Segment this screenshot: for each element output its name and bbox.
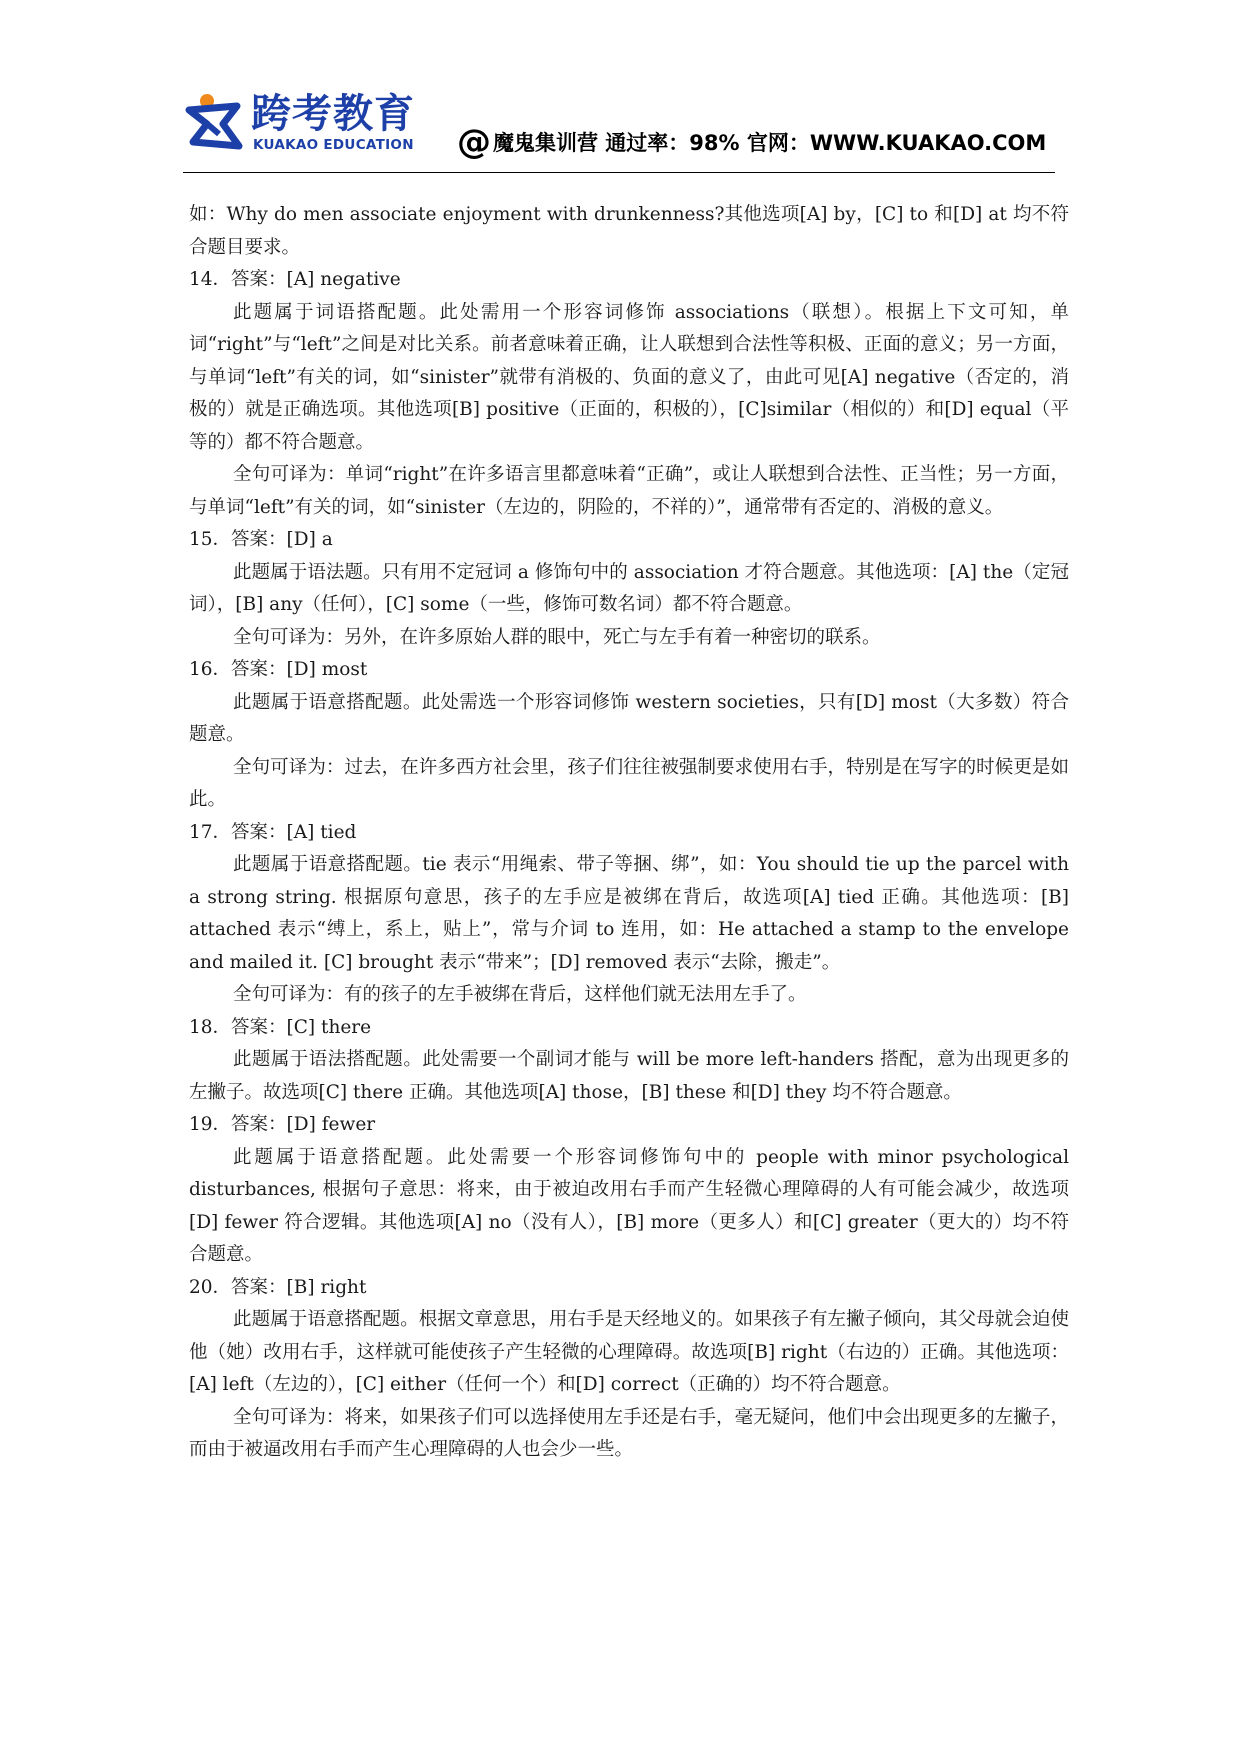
paragraph: 16．答案：[D] most (189, 659, 368, 680)
paragraph: 18．答案：[C] there (189, 1016, 372, 1038)
paragraph: 全句可译为：将来，如果孩子们可以选择使用左手还是右手，毫无疑问，他们中会出现更多的左撇子，而由于被逼改用右手而产生心理障碍的人也会少一些。 (189, 1406, 1069, 1460)
header-divider (183, 172, 1055, 173)
logo-english-text: KUAKAO EDUCATION (253, 137, 414, 153)
answer-explanations (189, 199, 1069, 1467)
paragraph: 此题属于语意搭配题。tie 表示“用绳索、带子等捆、绑”，如：You should tie up the parcel with a strong string. 根据原句意思，孩子的左手应是被绑在背后，故选项[A] tied 正确。其他选项：[B] attached 表示“缚上，系上，贴上”，常与介词 to 连用，如：He attached a stamp to the envelope and mailed it. [C] brought 表示“带来”；[D] removed 表示“去除，搬走”。 (189, 854, 1069, 973)
logo-mark-icon (185, 92, 247, 152)
paragraph: 全句可译为：有的孩子的左手被绑在背后，这样他们就无法用左手了。 (233, 984, 807, 1005)
paragraph: 此题属于语意搭配题。此处需选一个形容词修饰 western societies，只有[D] most（大多数）符合题意。 (189, 691, 1069, 745)
page-header (185, 82, 1055, 174)
paragraph: 如：Why do men associate enjoyment with drunkenness?其他选项[A] by，[C] to 和[D] at 均不符合题目要求。 (189, 204, 1069, 258)
header-slogan (457, 122, 1046, 162)
paragraph: 此题属于语法搭配题。此处需要一个副词才能与 will be more left-handers 搭配，意为出现更多的左撇子。故选项[C] there 正确。其他选项[A] those，[B] these 和[D] they 均不符合题意。 (189, 1049, 1069, 1103)
paragraph: 17．答案：[A] tied (189, 821, 357, 843)
at-symbol: @ (457, 122, 491, 162)
paragraph: 此题属于语意搭配题。此处需要一个形容词修饰句中的 people with minor psychological disturbances, 根据句子意思：将来，由于被迫改用右手而产生轻微心理障碍的人有可能会减少，故选项[D] fewer 符合逻辑。其他选项[A] no（没有人），[B] more（更多人）和[C] greater（更大的）均不符合题意。 (189, 1146, 1069, 1265)
paragraph: 14．答案：[A] negative (189, 269, 401, 290)
paragraph: 20．答案：[B] right (189, 1276, 367, 1298)
paragraph: 全句可译为：过去，在许多西方社会里，孩子们往往被强制要求使用右手，特别是在写字的时候更是如此。 (189, 756, 1069, 810)
kuakao-logo (185, 90, 445, 160)
paragraph: 15．答案：[D] a (189, 529, 333, 550)
slogan-text: 魔鬼集训营 通过率：98% 官网：WWW.KUAKAO.COM (493, 131, 1047, 155)
paragraph: 此题属于语法题。只有用不定冠词 a 修饰句中的 association 才符合题意。其他选项：[A] the（定冠词），[B] any（任何），[C] some（一些，修饰可数名词）都不符合题意。 (189, 561, 1069, 615)
paragraph: 19．答案：[D] fewer (189, 1114, 376, 1135)
paragraph: 此题属于语意搭配题。根据文章意思，用右手是天经地义的。如果孩子有左撇子倾向，其父母就会迫使他（她）改用右手，这样就可能使孩子产生轻微的心理障碍。故选项[B] right（右边的）正确。其他选项：[A] left（左边的），[C] either（任何一个）和[D] correct（正确的）均不符合题意。 (189, 1309, 1069, 1395)
paragraph: 全句可译为：另外，在许多原始人群的眼中，死亡与左手有着一种密切的联系。 (233, 626, 881, 648)
logo-chinese-text: 跨考教育 (251, 91, 415, 137)
paragraph: 全句可译为：单词“right”在许多语言里都意味着“正确”，或让人联想到合法性、正当性；另一方面，与单词“left”有关的词，如“sinister（左边的，阴险的，不祥的）”，通常带有否定的、消极的意义。 (189, 464, 1069, 518)
paragraph: 此题属于词语搭配题。此处需用一个形容词修饰 associations（联想）。根据上下文可知，单词“right”与“left”之间是对比关系。前者意味着正确，让人联想到合法性等积极、正面的意义；另一方面，与单词“left”有关的词，如“sinister”就带有消极的、负面的意义了，由此可见[A] negative（否定的，消极的）就是正确选项。其他选项[B] positive（正面的，积极的），[C]similar（相似的）和[D] equal（平等的）都不符合题意。 (189, 301, 1069, 453)
